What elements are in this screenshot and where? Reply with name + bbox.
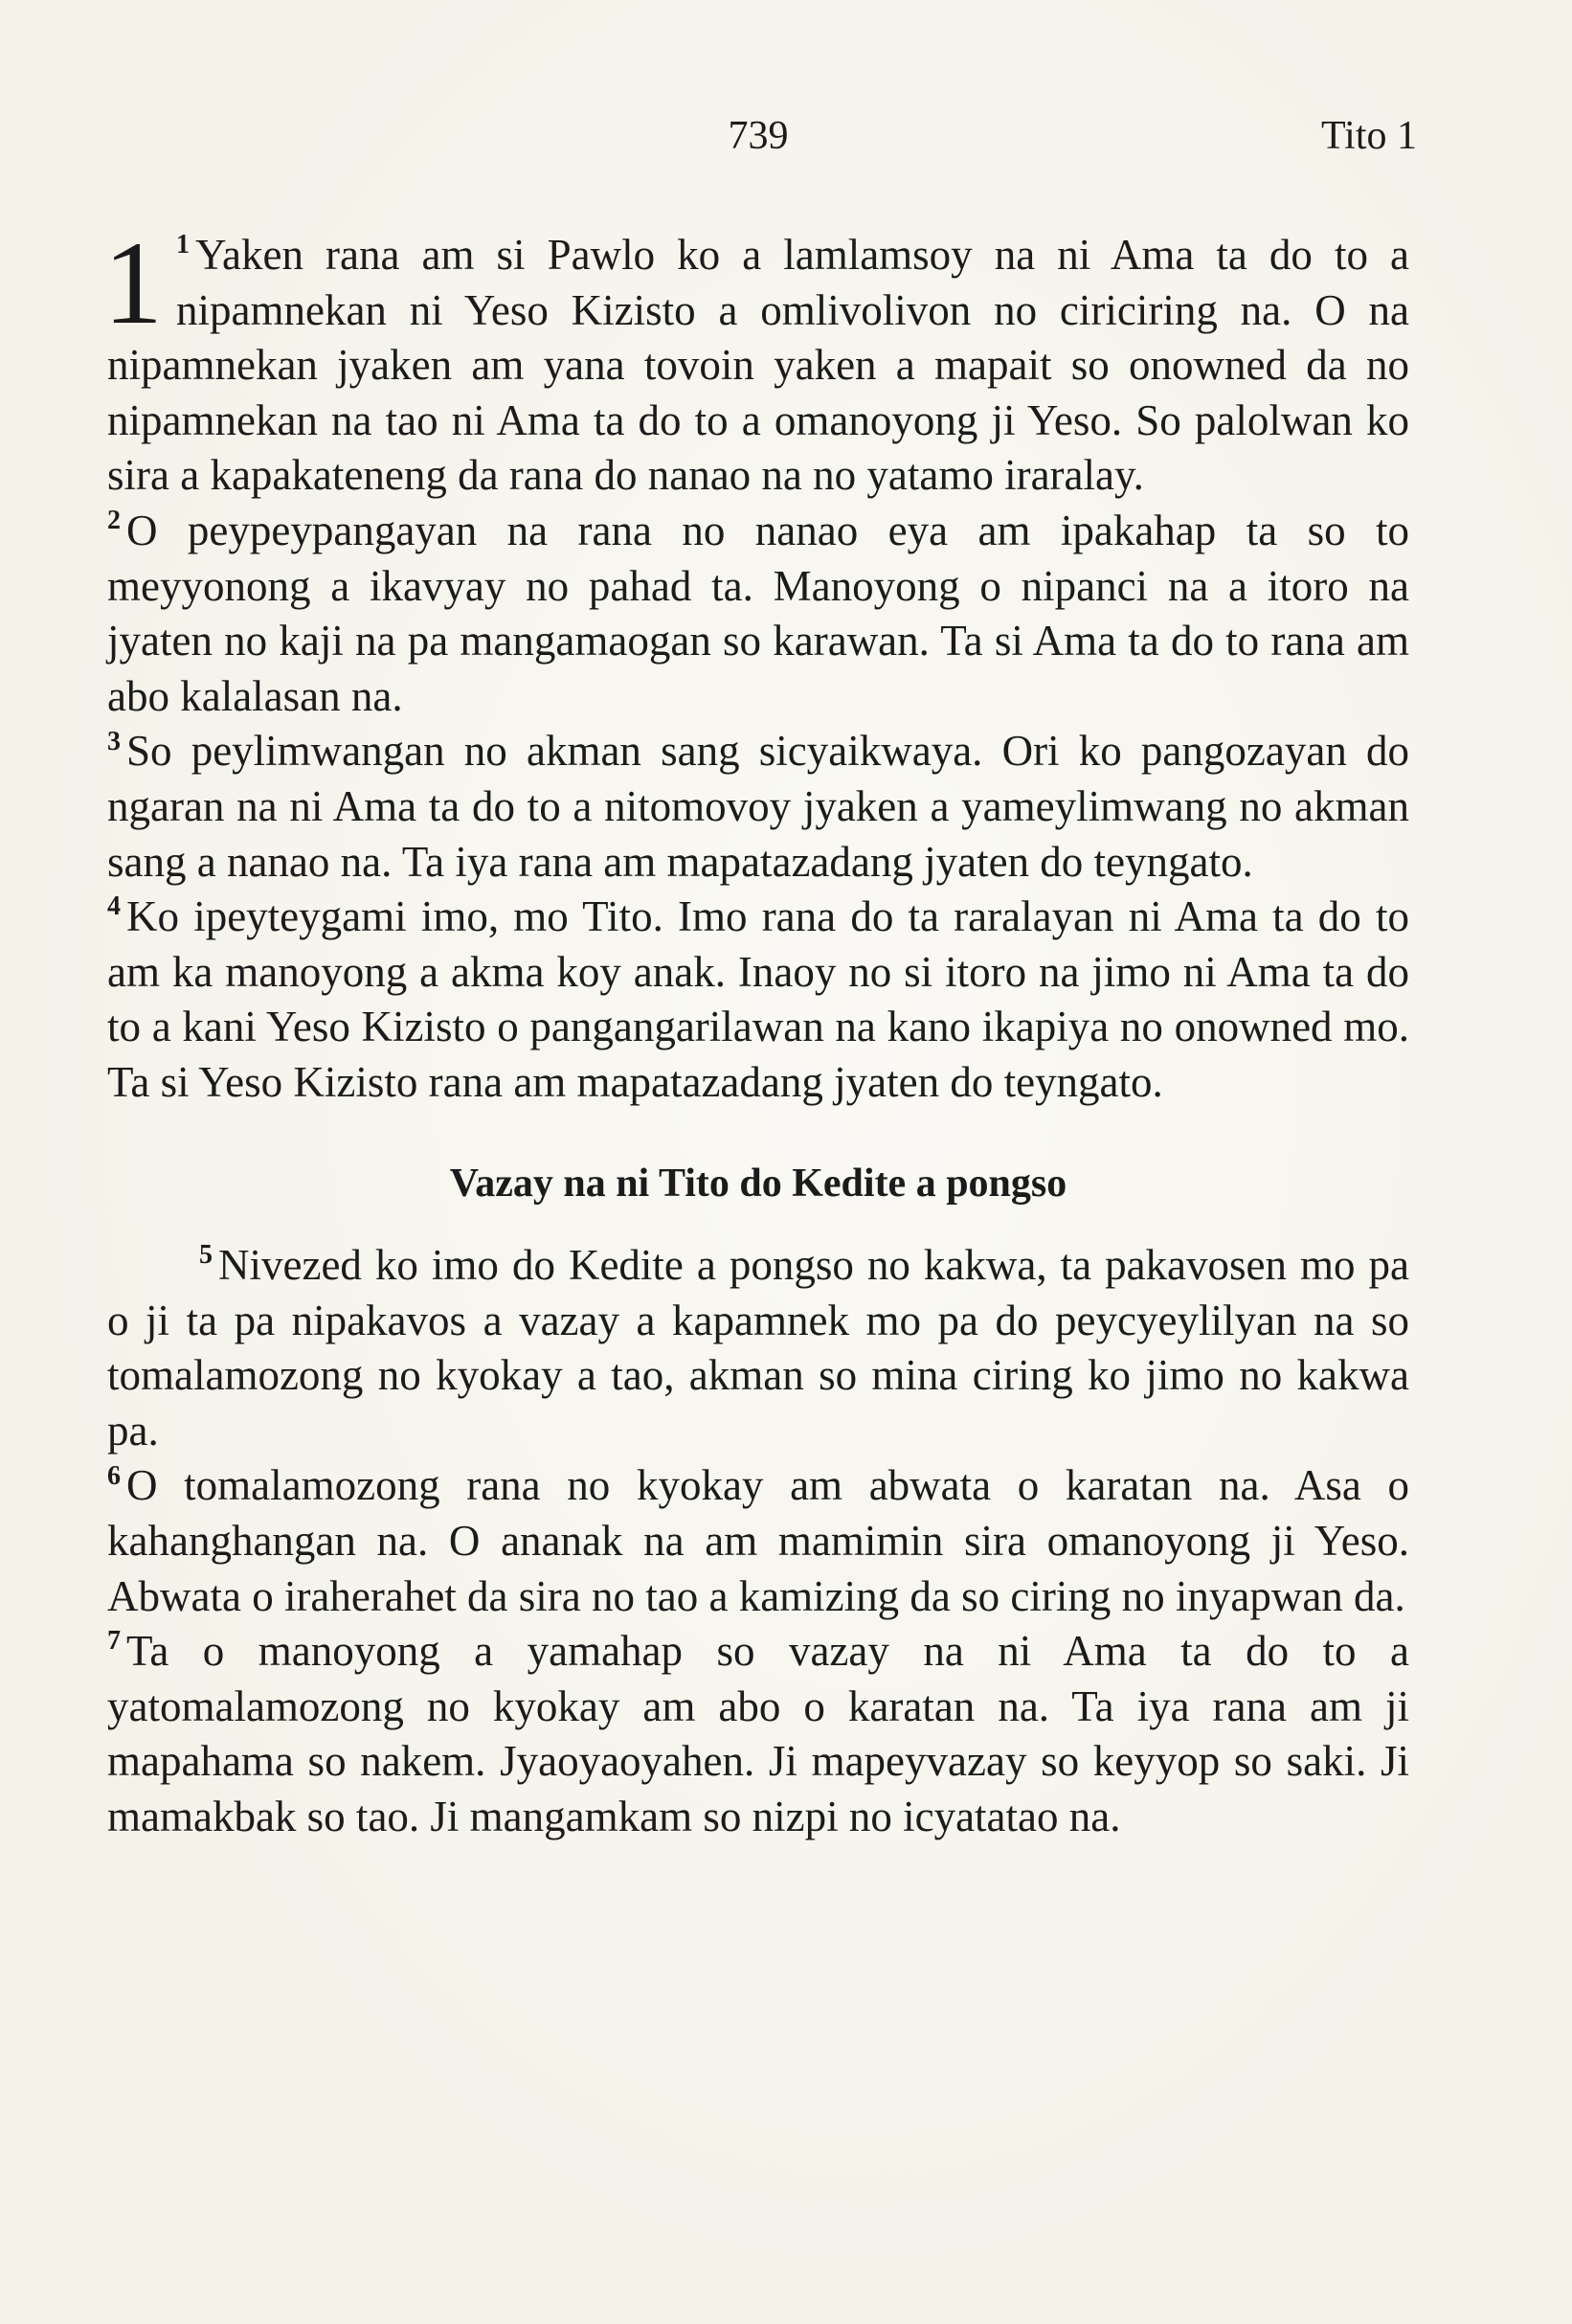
verse-7 [107, 1624, 1409, 1844]
verse-text: So peylimwangan no akman sang sicyaikwaya. Ori ko pangozayan do ngaran na ni Ama ta do to a nitomovoy jyaken a yameylimwang no akman sang a nanao na. Ta iya rana am mapatazadang jyaten do teyngato. [107, 727, 1409, 886]
page-number: 739 [728, 114, 789, 158]
verse-number: 4 [107, 891, 121, 922]
verse-2 [107, 504, 1409, 724]
verse-number: 2 [107, 506, 121, 536]
verse-number: 6 [107, 1460, 121, 1491]
body-text [103, 217, 1409, 1845]
verse-text: O peypeypangayan na rana no nanao eya am ipakahap ta so to meyyonong a ikavyay no pahad ta. Manoyong o nipanci na a itoro na jyaten no kaji na pa mangamaogan so karawan. Ta si Ama ta do to rana am abo kalalasan na. [107, 506, 1409, 720]
section-heading: Vazay na ni Tito do Kedite a pongso [449, 1161, 1067, 1206]
verse-text: Ko ipeyteygami imo, mo Tito. Imo rana do ta raralayan ni Ama ta do to am ka manoyong a akma koy anak. Inaoy no si itoro na jimo ni Ama ta do to a kani Yeso Kizisto o pangangarilawan na kano ikapiya no onowned mo. Ta si Yeso Kizisto rana am mapatazadang jyaten do teyngato. [107, 892, 1409, 1106]
verse-3 [107, 724, 1409, 890]
verse-number: 7 [107, 1626, 121, 1657]
verse-1 [107, 228, 1409, 504]
verse-number: 3 [107, 726, 121, 756]
chapter-block [103, 217, 1409, 504]
verse-number: 5 [199, 1240, 213, 1271]
verse-number: 1 [176, 230, 190, 260]
verse-6 [107, 1458, 1409, 1624]
verse-text: Nivezed ko imo do Kedite a pongso no kakwa, ta pakavosen mo pa o ji ta pa nipakavos a vazay a kapamnek mo pa do peycyeylilyan na so tomalamozong no kyokay a tao, akman so mina ciring ko jimo no kakwa pa. [107, 1241, 1409, 1455]
running-head: Tito 1 [1320, 114, 1417, 158]
verse-5 [107, 1238, 1409, 1458]
verse-text: Ta o manoyong a yamahap so vazay na ni Ama ta do to a yatomalamozong no kyokay am abo o karatan na. Ta iya rana am ji mapahama so nakem. Jyaoyaoyahen. Ji mapeyvazay so keyyop so saki. Ji mamakbak so tao. Ji mangamkam so nizpi no icyatatao na. [107, 1627, 1409, 1841]
page-header [107, 107, 1417, 165]
chapter-number: 1 [103, 217, 163, 349]
verse-text: Yaken rana am si Pawlo ko a lamlamsoy na ni Ama ta do to a nipamnekan ni Yeso Kizisto a omlivolivon no ciriciring na. O na nipamnekan jyaken am yana tovoin yaken a mapait so onowned da no nipamnekan na tao ni Ama ta do to a omanoyong ji Yeso. So palolwan ko sira a kapakateneng da rana do nanao na no yatamo iraralay. [107, 231, 1409, 500]
verse-text: O tomalamozong rana no kyokay am abwata o karatan na. Asa o kahanghangan na. O ananak na am mamimin sira omanoyong ji Yeso. Abwata o iraherahet da sira no tao a kamizing da so ciring no inyapwan da. [107, 1461, 1409, 1620]
verse-4 [107, 890, 1409, 1110]
